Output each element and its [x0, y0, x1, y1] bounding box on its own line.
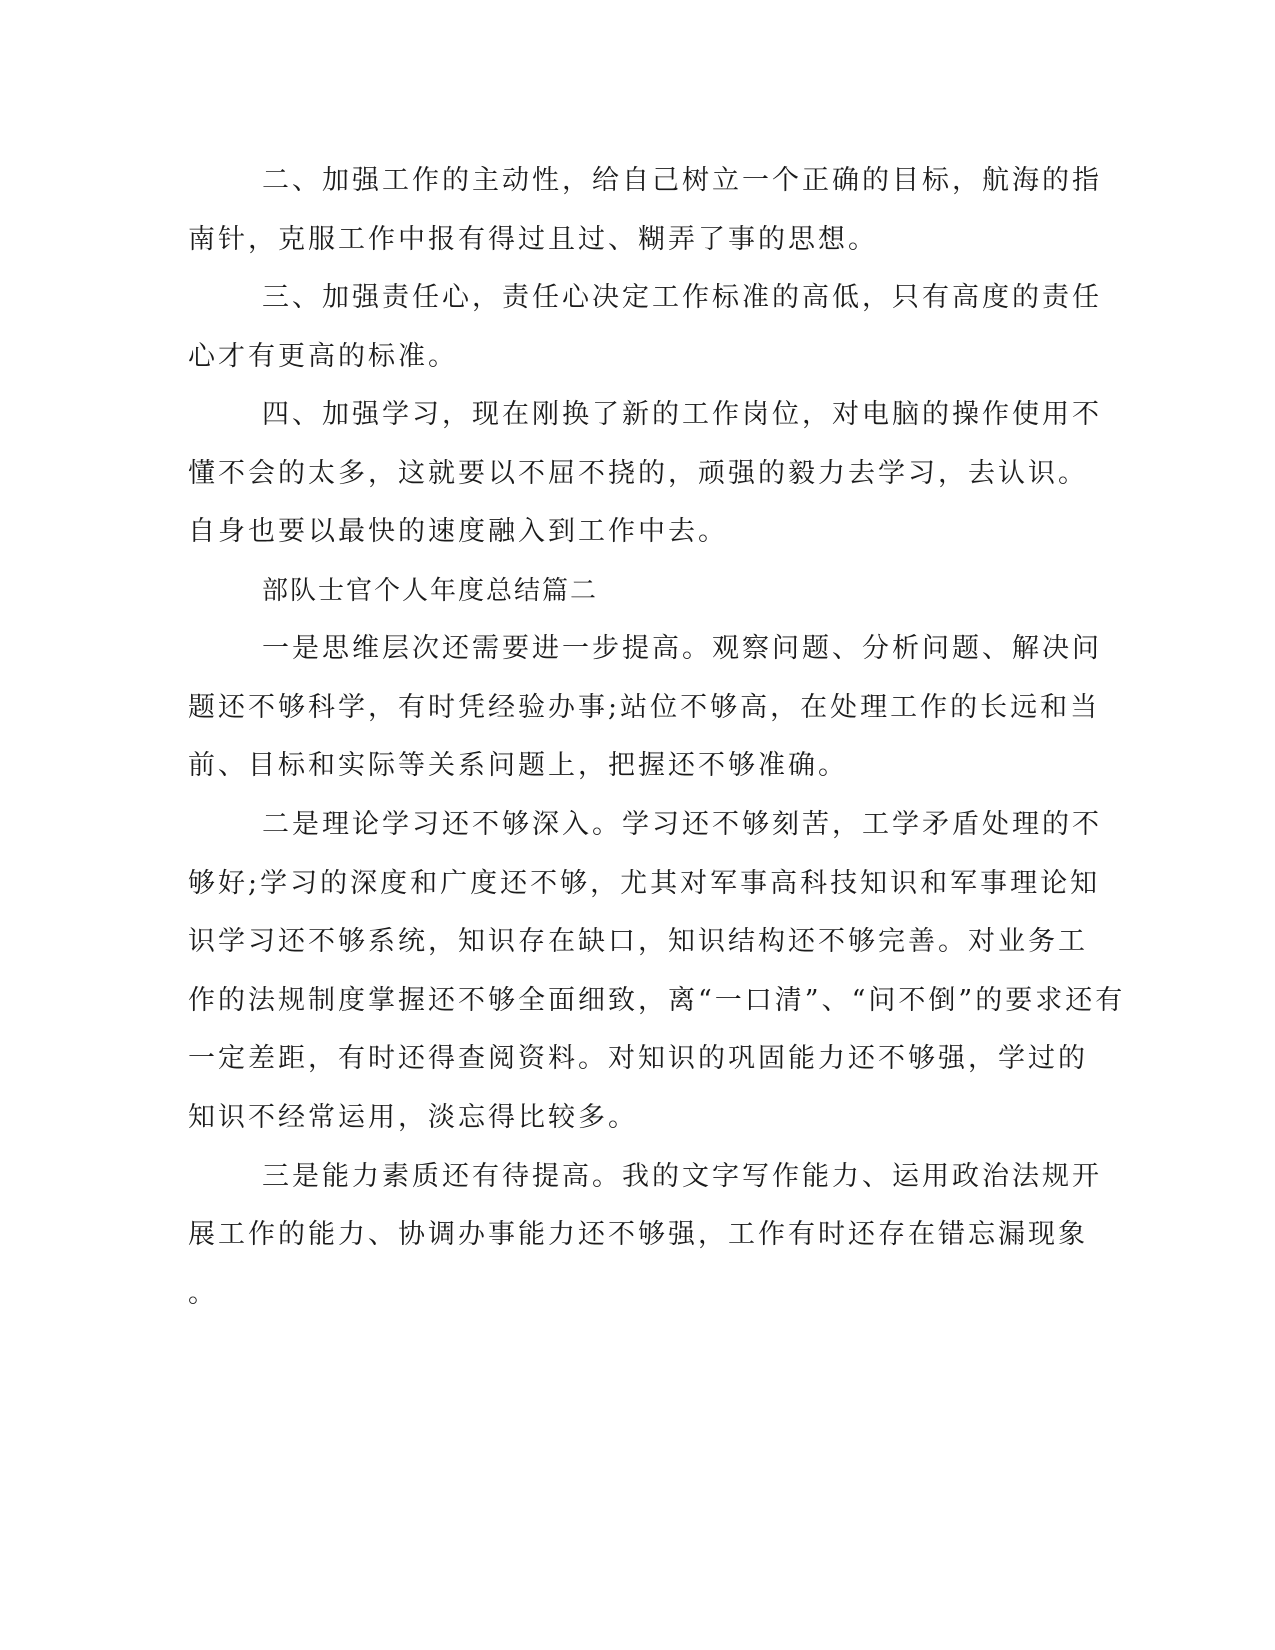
paragraph-6-line-5: 一定差距，有时还得查阅资料。对知识的巩固能力还不够强，学过的: [188, 1043, 1088, 1074]
paragraph-6-line-3: 识学习还不够系统，知识存在缺口，知识结构还不够完善。对业务工: [188, 926, 1088, 957]
paragraph-4-line-2: 懂不会的太多，这就要以不屈不挠的，顽强的毅力去学习，去认识。: [188, 458, 1088, 489]
paragraph-7-line-2: 展工作的能力、协调办事能力还不够强，工作有时还存在错忘漏现象: [188, 1219, 1088, 1250]
paragraph-6-line-6: 知识不经常运用，淡忘得比较多。: [188, 1102, 638, 1133]
paragraph-6-line-4: 作的法规制度掌握还不够全面细致，离“一口清”、“问不倒”的要求还有: [188, 985, 1126, 1016]
paragraph-7-line-3: 。: [188, 1278, 218, 1309]
paragraph-4-line-3: 自身也要以最快的速度融入到工作中去。: [188, 516, 728, 547]
paragraph-3-line-2: 心才有更高的标准。: [188, 341, 458, 372]
paragraph-2-line-1: 二、加强工作的主动性，给自己树立一个正确的目标，航海的指: [262, 165, 1102, 196]
paragraph-6-line-1: 二是理论学习还不够深入。学习还不够刻苦，工学矛盾处理的不: [262, 809, 1102, 840]
paragraph-5-line-1: 一是思维层次还需要进一步提高。观察问题、分析问题、解决问: [262, 633, 1102, 664]
paragraph-6-line-2: 够好;学习的深度和广度还不够，尤其对军事高科技知识和军事理论知: [188, 868, 1101, 899]
section-heading: 部队士官个人年度总结篇二: [262, 576, 599, 606]
paragraph-2-line-2: 南针，克服工作中报有得过且过、糊弄了事的思想。: [188, 224, 878, 255]
paragraph-4-line-1: 四、加强学习，现在刚换了新的工作岗位，对电脑的操作使用不: [262, 399, 1102, 430]
paragraph-5-line-2: 题还不够科学，有时凭经验办事;站位不够高，在处理工作的长远和当: [188, 692, 1101, 723]
paragraph-3-line-1: 三、加强责任心，责任心决定工作标准的高低，只有高度的责任: [262, 282, 1102, 313]
paragraph-5-line-3: 前、目标和实际等关系问题上，把握还不够准确。: [188, 750, 848, 781]
paragraph-7-line-1: 三是能力素质还有待提高。我的文字写作能力、运用政治法规开: [262, 1161, 1102, 1192]
